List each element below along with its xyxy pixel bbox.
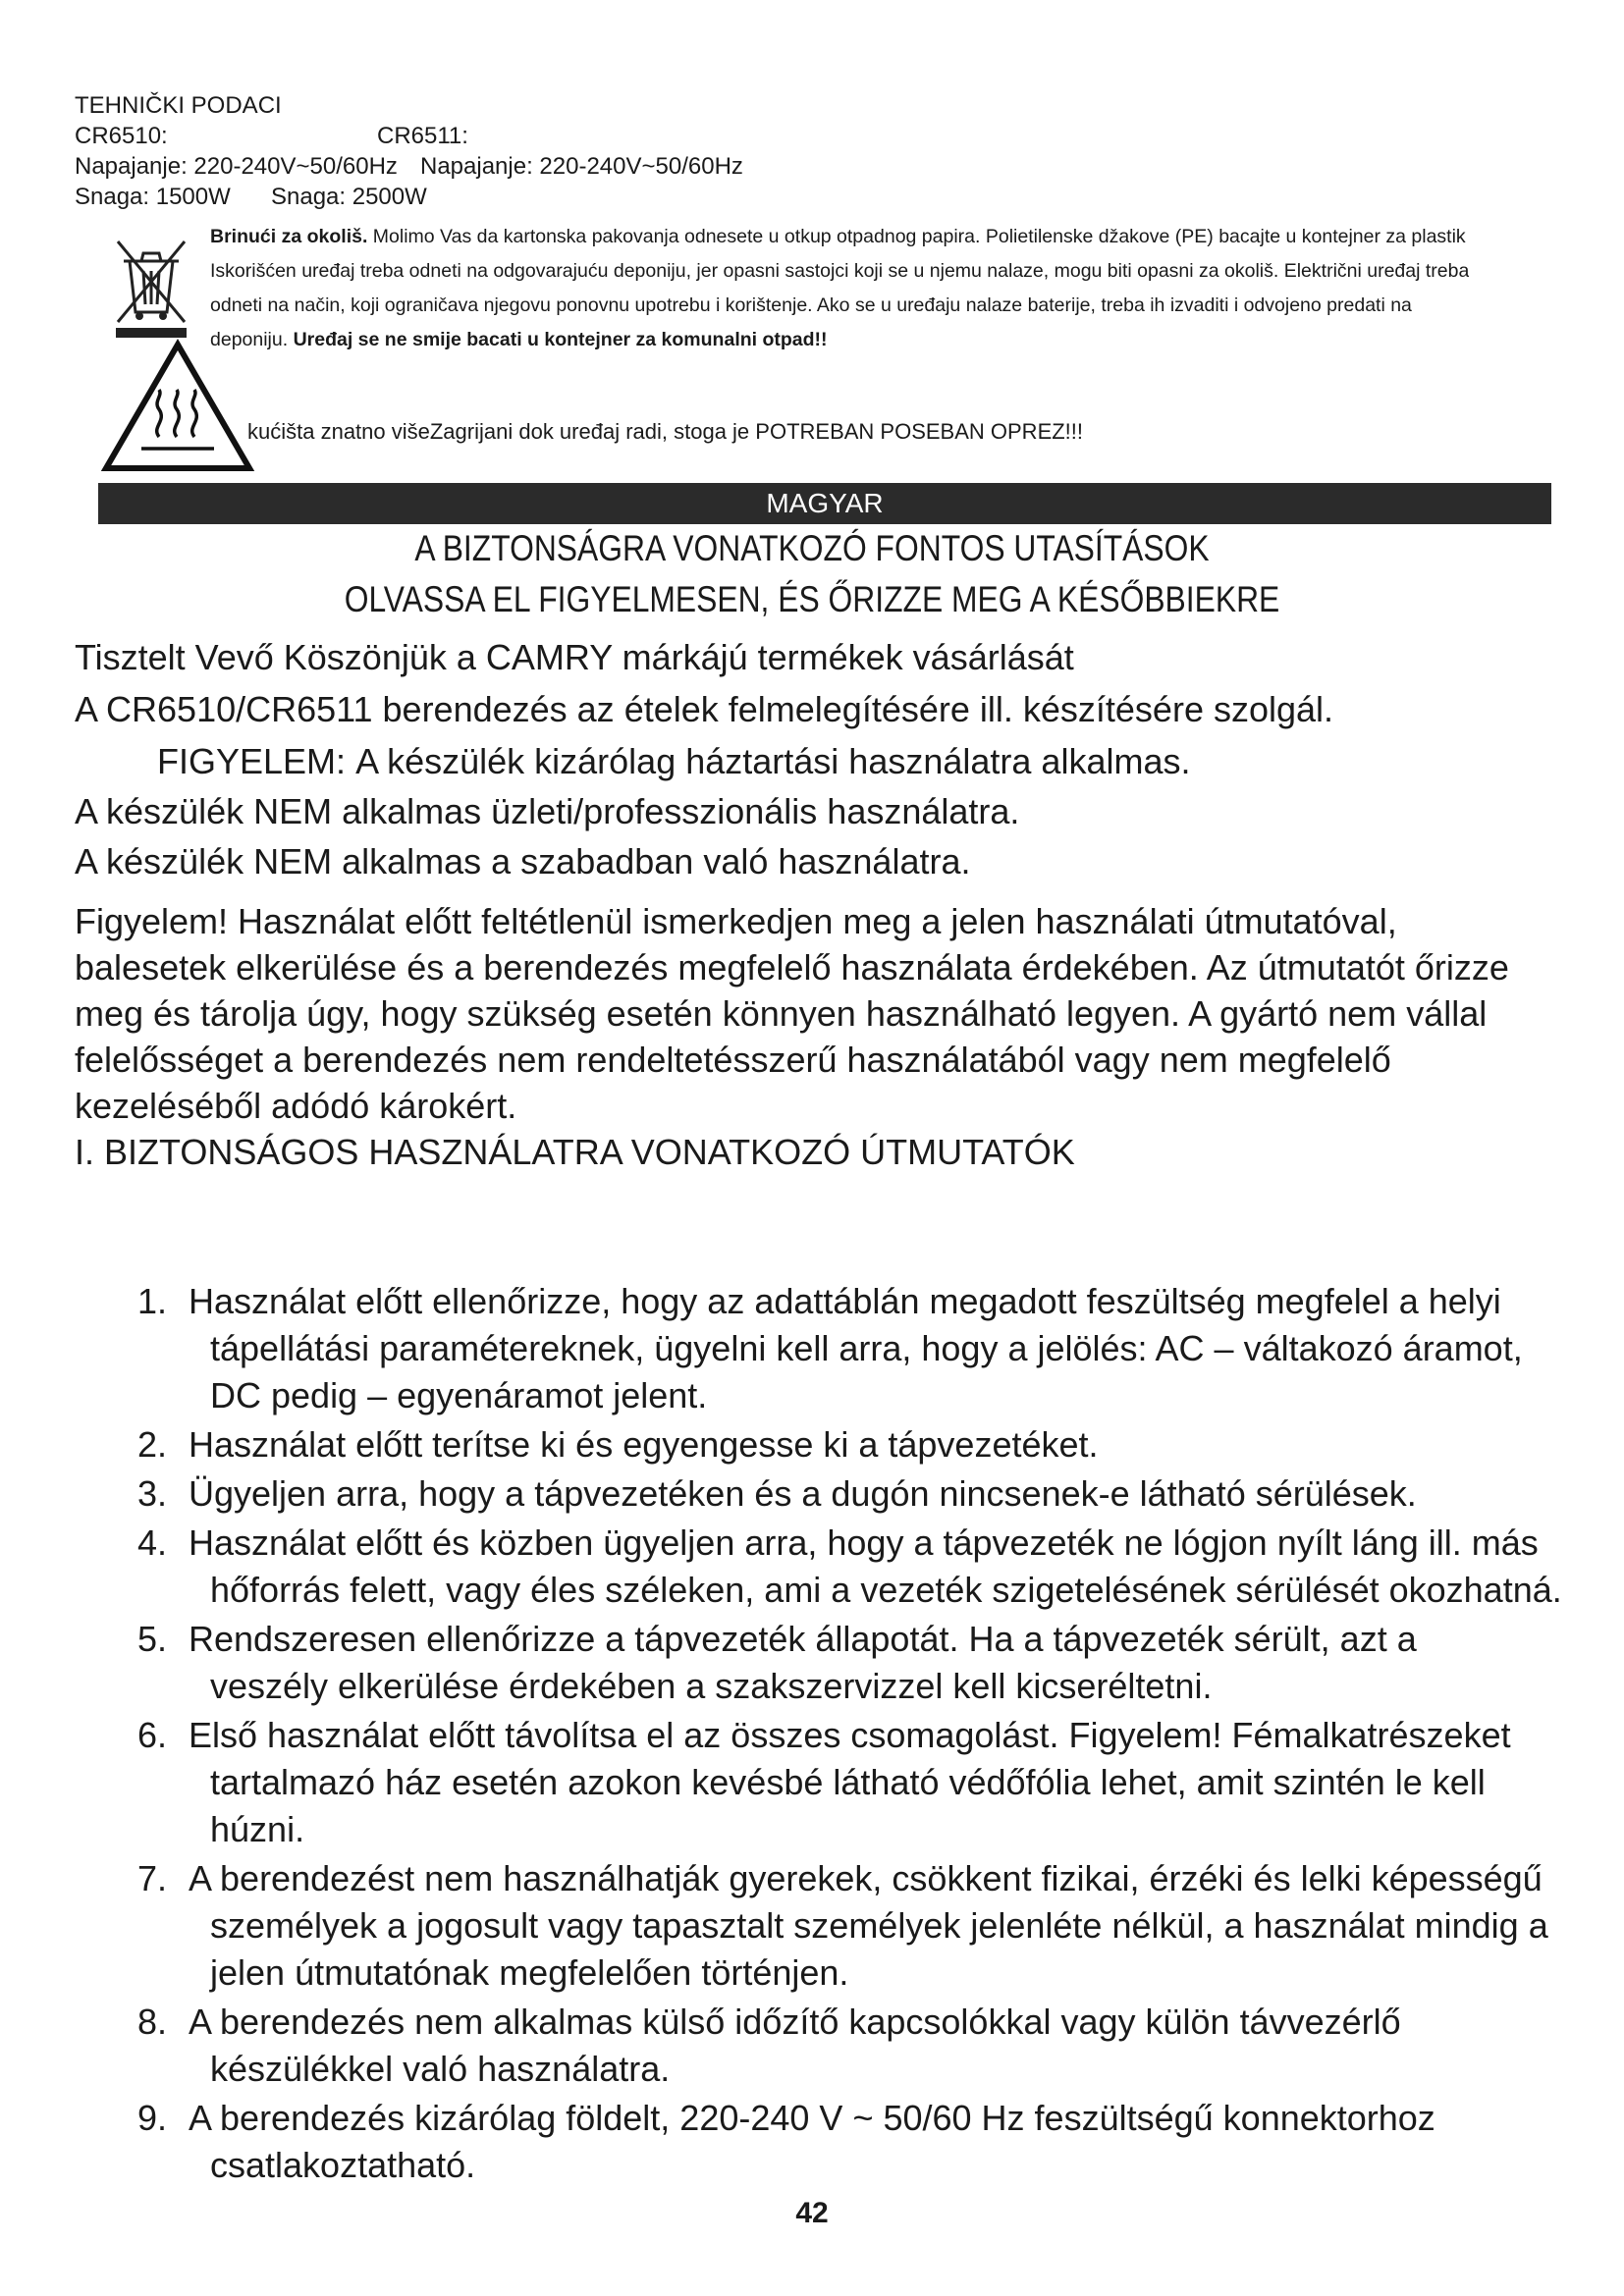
power-supply-b: Napajanje: 220-240V~50/60Hz	[420, 153, 743, 180]
power-supply-a: Napajanje: 220-240V~50/60Hz	[75, 153, 398, 180]
recycling-line-1: Brinući za okoliš. Molimo Vas da kartonska pakovanja odnesete u otkup otpadnog papira. Polietilenske džakove (PE) bacajte u kontejner za plastik	[210, 226, 1466, 247]
recycling-line-3: odneti na način, koji ograničava njegovu ponovnu upotrebu i korištenje. Ako se u uređaju nalaze baterije, treba ih izvaditi i odvojeno predati na	[210, 294, 1412, 316]
list-item-number: 3.	[137, 1473, 168, 1514]
purpose: A CR6510/CR6511 berendezés az ételek felmelegítésére ill. készítésére szolgál.	[75, 689, 1334, 729]
list-item	[137, 1712, 1551, 1853]
list-item-number: 8.	[137, 2002, 168, 2042]
list-item-number: 7.	[137, 1858, 168, 1898]
list-item	[137, 1470, 1551, 1518]
hot-surface-text: kućišta znatno višeZagrijani dok uređaj radi, stoga je POTREBAN POSEBAN OPREZ!!!	[247, 419, 1084, 444]
safety-instructions-list	[137, 1278, 1562, 2191]
heading-safety: A BIZTONSÁGRA VONATKOZÓ FONTOS UTASÍTÁSOK	[414, 528, 1210, 568]
tech-title: TEHNIČKI PODACI	[75, 92, 282, 119]
list-item-line: jelen útmutatónak megfelelően történjen.	[210, 1952, 849, 1993]
power-b: Snaga: 2500W	[271, 184, 427, 210]
recycling-line-2: Iskorišćen uređaj treba odneti na odgovarajuću deponiju, jer opasni sastojci koji se u njemu nalaze, mogu biti opasni za okoliš. Električni uređaj treba	[210, 260, 1470, 282]
tech-model-row	[75, 121, 1547, 151]
hot-surface-icon	[98, 339, 257, 476]
not-commercial: A készülék NEM alkalmas üzleti/professzionális használatra.	[75, 791, 1020, 831]
section-heading: I. BIZTONSÁGOS HASZNÁLATRA VONATKOZÓ ÚTMUTATÓK	[75, 1132, 1075, 1172]
page-number: 42	[795, 2197, 829, 2229]
recycling-notice	[108, 224, 1551, 351]
household-use: A készülék kizárólag háztartási használatra alkalmas.	[355, 741, 1191, 781]
power-a: Snaga: 1500W	[75, 184, 231, 210]
list-item-number: 5.	[137, 1619, 168, 1659]
hot-surface-warning	[98, 339, 1276, 476]
list-item	[137, 1520, 1562, 1614]
thanks: Köszönjük a CAMRY márkájú termékek vásárlását	[283, 637, 1074, 677]
greeting: Tisztelt Vevő	[75, 637, 274, 677]
warning-paragraph: Figyelem! Használat előtt feltétlenül ismerkedjen meg a jelen használati útmutatóval, balesetek elkerülése és a berendezés megfelelő használata érdekében. Az útmutatót őrizze meg és tárolja úgy, hogy szükség esetén könnyen használható legyen. A gyártó nem vállal felelősséget a berendezés nem rendeltetésszerű használatából vagy nem megfelelő kezeléséből adódó károkért.	[75, 901, 1509, 1126]
crossed-bin-icon	[112, 232, 190, 340]
list-item	[137, 1999, 1551, 2093]
list-item-number: 6.	[137, 1715, 168, 1755]
list-item	[137, 1616, 1551, 1710]
list-item-line: Használat előtt és közben ügyeljen arra, hogy a tápvezeték ne lógjon nyílt láng ill. más	[189, 1522, 1539, 1563]
list-item-number: 9.	[137, 2098, 168, 2138]
list-item-line: tápellátási paramétereknek, ügyelni kell arra, hogy a jelölés: AC – váltakozó áramot,	[210, 1328, 1523, 1368]
list-item	[137, 2095, 1551, 2189]
recycling-warning: Uređaj se ne smije bacati u kontejner za komunalni otpad!!	[293, 329, 828, 350]
list-item	[137, 1278, 1551, 1419]
list-item-number: 2.	[137, 1424, 168, 1465]
list-item-line: veszély elkerülése érdekében a szakszervizzel kell kicseréltetni.	[210, 1666, 1213, 1706]
recycling-lead: Brinući za okoliš.	[210, 226, 368, 247]
recycling-line-4: deponiju. Uređaj se ne smije bacati u kontejner za komunalni otpad!!	[210, 329, 828, 350]
list-item-line: személyek a jogosult vagy tapasztalt személyek jelenléte nélkül, a használat mindig a	[210, 1905, 1548, 1946]
list-item-line: Első használat előtt távolítsa el az összes csomagolást. Figyelem! Fémalkatrészeket	[189, 1715, 1511, 1755]
list-item-line: A berendezés nem alkalmas külső időzítő kapcsolókkal vagy külön távvezérlő	[189, 2002, 1401, 2042]
list-item-line: húzni.	[210, 1809, 305, 1849]
list-item-line: A berendezést nem használhatják gyerekek, csökkent fizikai, érzéki és lelki képességű	[189, 1858, 1543, 1898]
tech-power-row	[75, 182, 1547, 212]
list-item-number: 1.	[137, 1281, 168, 1321]
list-item	[137, 1421, 1551, 1468]
model-a: CR6510:	[75, 123, 168, 149]
list-item-line: Használat előtt ellenőrizze, hogy az adattáblán megadott feszültség megfelel a helyi	[189, 1281, 1501, 1321]
list-item-line: Ügyeljen arra, hogy a tápvezetéken és a dugón nincsenek-e látható sérülések.	[189, 1473, 1417, 1514]
list-item-line: Használat előtt terítse ki és egyengesse ki a tápvezetéket.	[189, 1424, 1099, 1465]
list-item-line: hőforrás felett, vagy éles széleken, ami a vezeték szigetelésének sérülését okozhatná.	[210, 1570, 1562, 1610]
technical-data	[75, 90, 1547, 212]
tech-title-row	[75, 90, 1547, 121]
list-item-number: 4.	[137, 1522, 168, 1563]
language-bar: MAGYAR	[98, 483, 1551, 524]
heading-read-carefully: OLVASSA EL FIGYELMESEN, ÉS ŐRIZZE MEG A KÉSŐBBIEKRE	[344, 579, 1280, 619]
model-b: CR6511:	[377, 123, 468, 149]
list-item-line: tartalmazó ház esetén azokon kevésbé látható védőfólia lehet, amit szintén le kell	[210, 1762, 1486, 1802]
list-item-line: Rendszeresen ellenőrizze a tápvezeték állapotát. Ha a tápvezeték sérült, azt a	[189, 1619, 1417, 1659]
list-item-line: DC pedig – egyenáramot jelent.	[210, 1375, 708, 1415]
list-item-line: A berendezés kizárólag földelt, 220-240 V ~ 50/60 Hz feszültségű konnektorhoz	[189, 2098, 1435, 2138]
attention-label: FIGYELEM:	[157, 741, 347, 781]
intro-block	[75, 628, 1547, 1175]
list-item-line: készülékkel való használatra.	[210, 2049, 671, 2089]
not-outdoor: A készülék NEM alkalmas a szabadban való használatra.	[75, 841, 971, 881]
list-item-line: csatlakoztatható.	[210, 2145, 476, 2185]
list-item	[137, 1855, 1551, 1997]
tech-supply-row	[75, 151, 1547, 182]
